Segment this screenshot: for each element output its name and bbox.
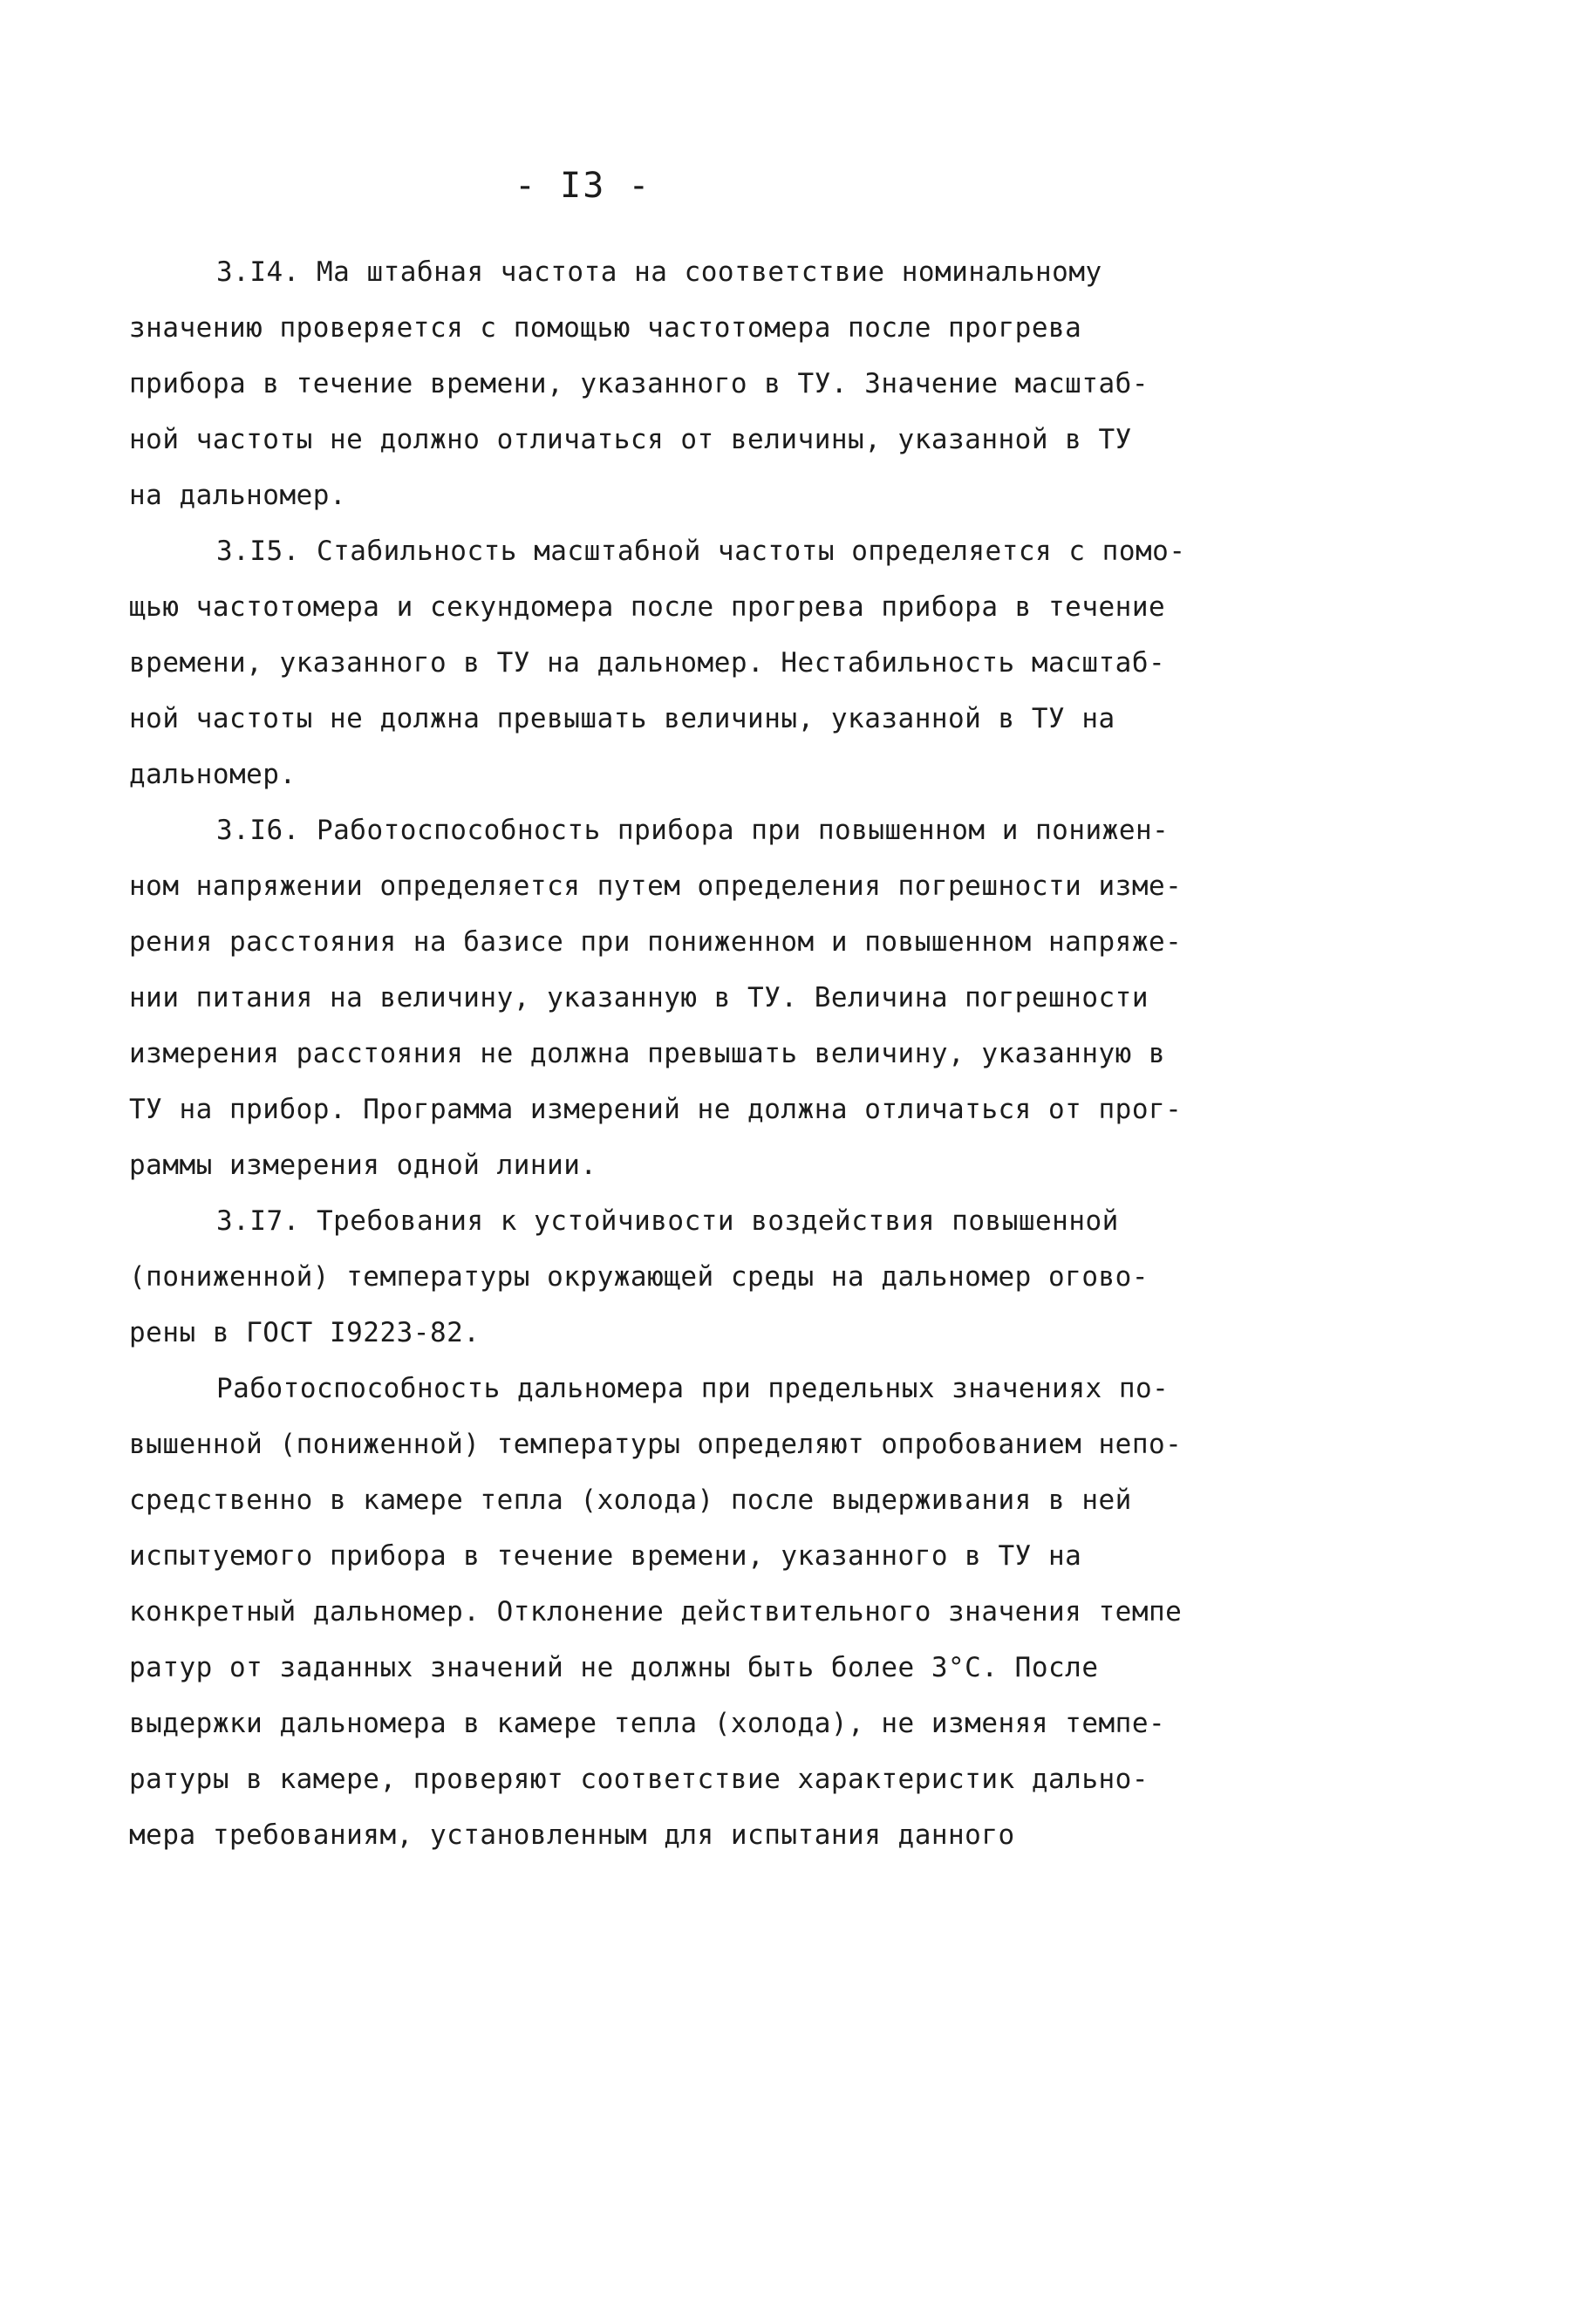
text-line: ной частоты не должно отличаться от величины, указанной в ТУ	[129, 424, 1132, 455]
page-number: - I3 -	[515, 166, 651, 206]
text-line: 3.I5. Стабильность масштабной частоты определяется с помо-	[216, 536, 1186, 567]
text-line: ратуры в камере, проверяют соответствие характеристик дально-	[129, 1764, 1149, 1795]
text-line: прибора в течение времени, указанного в ТУ. Значение масштаб-	[129, 368, 1149, 399]
text-line: конкретный дальномер. Отклонение действительного значения темпе	[129, 1596, 1183, 1628]
text-line: на дальномер.	[129, 480, 347, 511]
text-line: (пониженной) температуры окружающей среды на дальномер огово-	[129, 1261, 1149, 1293]
text-line: рения расстояния на базисе при пониженном и повышенном напряже-	[129, 926, 1183, 958]
text-line: 3.I4. Ма штабная частота на соответствие номинальному	[216, 256, 1102, 288]
text-line: времени, указанного в ТУ на дальномер. Нестабильность масштаб-	[129, 647, 1166, 679]
text-line: вышенной (пониженной) температуры определяют опробованием непо-	[129, 1429, 1183, 1460]
text-line: ной частоты не должна превышать величины, указанной в ТУ на	[129, 703, 1115, 734]
text-line: 3.I7. Требования к устойчивости воздействия повышенной	[216, 1205, 1119, 1237]
text-line: Работоспособность дальномера при предельных значениях по-	[216, 1373, 1170, 1404]
text-line: значению проверяется с помощью частотомера после прогрева	[129, 312, 1082, 344]
text-line: рены в ГОСТ I9223-82.	[129, 1317, 481, 1348]
text-line: нии питания на величину, указанную в ТУ. Величина погрешности	[129, 982, 1149, 1014]
text-line: 3.I6. Работоспособность прибора при повышенном и понижен-	[216, 815, 1170, 846]
text-line: щью частотомера и секундомера после прогрева прибора в течение	[129, 591, 1166, 623]
text-line: выдержки дальномера в камере тепла (холода), не изменяя темпе-	[129, 1708, 1166, 1739]
text-line: средственно в камере тепла (холода) после выдерживания в ней	[129, 1485, 1132, 1516]
text-line: измерения расстояния не должна превышать величину, указанную в	[129, 1038, 1166, 1069]
text-line: ратур от заданных значений не должны быть более 3°С. После	[129, 1652, 1099, 1683]
text-line: дальномер.	[129, 759, 297, 790]
text-line: ном напряжении определяется путем определения погрешности изме-	[129, 870, 1183, 902]
body-text	[129, 244, 1263, 1863]
text-line: испытуемого прибора в течение времени, указанного в ТУ на	[129, 1540, 1082, 1572]
text-line: ТУ на прибор. Программа измерений не должна отличаться от прог-	[129, 1094, 1183, 1125]
text-line: раммы измерения одной линии.	[129, 1150, 597, 1181]
text-line: мера требованиям, установленным для испытания данного	[129, 1819, 1015, 1851]
